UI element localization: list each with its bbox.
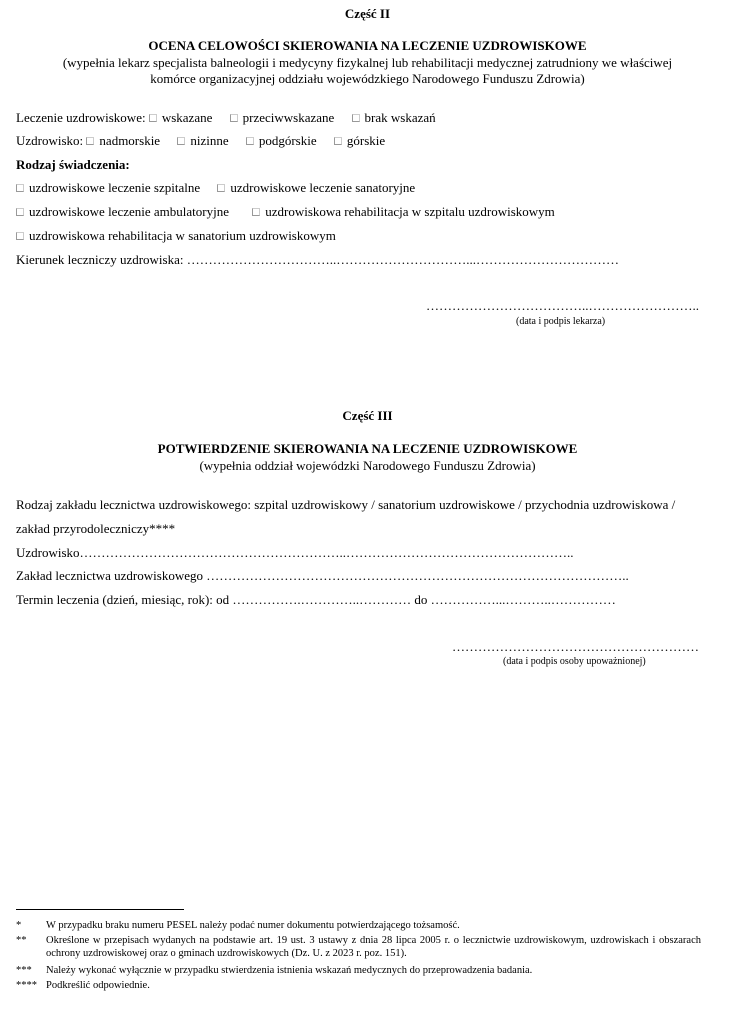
part2-subtitle-line2: komórce organizacyjnej oddziału wojewódzkiego Narodowego Funduszu Zdrowia) xyxy=(150,71,585,86)
service-option-rehab-hospital[interactable]: uzdrowiskowa rehabilitacja w szpitalu uzdrowiskowym xyxy=(252,204,555,219)
treatment-option-indicated[interactable]: wskazane xyxy=(149,110,213,125)
treatment-option-none[interactable]: brak wskazań xyxy=(352,110,436,125)
treatment-option-contraindicated[interactable]: przeciwwskazane xyxy=(230,110,335,125)
treatment-row xyxy=(16,110,450,126)
resort-option-foothill[interactable]: podgórskie xyxy=(246,133,317,148)
service-option-sanatorium[interactable]: uzdrowiskowe leczenie sanatoryjne xyxy=(217,180,415,195)
part2-heading: Część II xyxy=(344,6,391,21)
doctor-signature-caption: (data i podpis lekarza) xyxy=(516,316,606,327)
service-row-2 xyxy=(16,204,569,220)
term-from-field[interactable]: …………….…………..………… xyxy=(232,592,412,607)
checkbox-icon[interactable] xyxy=(352,114,360,122)
resort-option-seaside[interactable]: nadmorskie xyxy=(86,133,160,148)
director-row xyxy=(16,252,619,268)
resort-label: Uzdrowisko: xyxy=(16,133,84,148)
checkbox-icon[interactable] xyxy=(334,137,342,145)
footnote-3: *** Należy wykonać wyłącznie w przypadku stwierdzenia istnienia wskazań medycznych do przeprowadzenia badania. xyxy=(16,965,533,976)
checkbox-icon[interactable] xyxy=(177,137,185,145)
service-row-3 xyxy=(16,228,350,244)
director-label: Kierunek leczniczy uzdrowiska: xyxy=(16,252,184,267)
facility-label: Zakład lecznictwa uzdrowiskowego xyxy=(16,568,203,583)
footnote-divider xyxy=(16,909,184,910)
term-row xyxy=(16,592,616,608)
treatment-label: Leczenie uzdrowiskowe: xyxy=(16,110,146,125)
part3-title: POTWIERDZENIE SKIEROWANIA NA LECZENIE UZDROWISKOWE xyxy=(157,441,578,456)
term-label: Termin leczenia (dzień, miesiąc, rok): od xyxy=(16,592,230,607)
checkbox-icon[interactable] xyxy=(86,137,94,145)
footnote-2: ** Określone w przepisach wydanych na podstawie art. 19 ust. 3 ustawy z dnia 28 lipca 2005 r. o lecznictwie uzdrowiskowym, uzdrowiskach i obszarach ochrony uzdrowiskowej oraz o gminach uzdrowiskowych (Dz. U. z 2023 r. poz. 151). xyxy=(16,935,701,959)
part2-subtitle-line1: (wypełnia lekarz specjalista balneologii i medycyny fizykalnej lub rehabilitacji medycznej zatrudniony we właściwej xyxy=(62,55,673,70)
service-type-label: Rodzaj świadczenia: xyxy=(16,157,130,172)
checkbox-icon[interactable] xyxy=(246,137,254,145)
checkbox-icon[interactable] xyxy=(230,114,238,122)
resort-row xyxy=(16,133,399,149)
term-to-field[interactable]: ……………...………..…………… xyxy=(430,592,616,607)
service-row-1 xyxy=(16,180,429,196)
authorized-signature-field[interactable]: ………………………………………………… xyxy=(452,639,699,654)
facility-field[interactable]: …………………………………………………………………………………….. xyxy=(206,568,629,583)
service-option-rehab-sanatorium[interactable]: uzdrowiskowa rehabilitacja w sanatorium uzdrowiskowym xyxy=(16,228,336,243)
authorized-signature-caption: (data i podpis osoby upoważnionej) xyxy=(503,656,646,667)
checkbox-icon[interactable] xyxy=(217,184,225,192)
checkbox-icon[interactable] xyxy=(149,114,157,122)
checkbox-icon[interactable] xyxy=(16,232,24,240)
facility-type-line2: zakład przyrodoleczniczy**** xyxy=(16,521,176,536)
facility-row xyxy=(16,568,629,584)
doctor-signature-field[interactable]: ………………………………..…………………….. xyxy=(426,298,699,313)
resort-option-lowland[interactable]: nizinne xyxy=(177,133,228,148)
checkbox-icon[interactable] xyxy=(16,208,24,216)
checkbox-icon[interactable] xyxy=(16,184,24,192)
term-to-label: do xyxy=(414,592,428,607)
part2-title: OCENA CELOWOŚCI SKIEROWANIA NA LECZENIE UZDROWISKOWE xyxy=(148,38,587,53)
director-field[interactable]: ……………………………..…………………………...…………………………… xyxy=(186,252,619,267)
part3-resort-label: Uzdrowisko xyxy=(16,545,80,560)
facility-type-line1: Rodzaj zakładu lecznictwa uzdrowiskowego: szpital uzdrowiskowy / sanatorium uzdrowiskowe / przychodnia uzdrowiskowa / xyxy=(16,497,676,512)
part3-resort-field[interactable]: ……………………………………………………..…………………………………………….. xyxy=(79,545,574,560)
part3-heading: Część III xyxy=(342,408,393,423)
part3-subtitle: (wypełnia oddział wojewódzki Narodowego Funduszu Zdrowia) xyxy=(199,458,536,473)
part3-resort-row xyxy=(16,545,574,561)
service-option-hospital[interactable]: uzdrowiskowe leczenie szpitalne xyxy=(16,180,200,195)
resort-option-mountain[interactable]: górskie xyxy=(334,133,385,148)
checkbox-icon[interactable] xyxy=(252,208,260,216)
footnote-1: * W przypadku braku numeru PESEL należy podać numer dokumentu potwierdzającego tożsamość. xyxy=(16,920,460,931)
footnote-4: **** Podkreślić odpowiednie. xyxy=(16,980,150,991)
service-option-ambulatory[interactable]: uzdrowiskowe leczenie ambulatoryjne xyxy=(16,204,229,219)
